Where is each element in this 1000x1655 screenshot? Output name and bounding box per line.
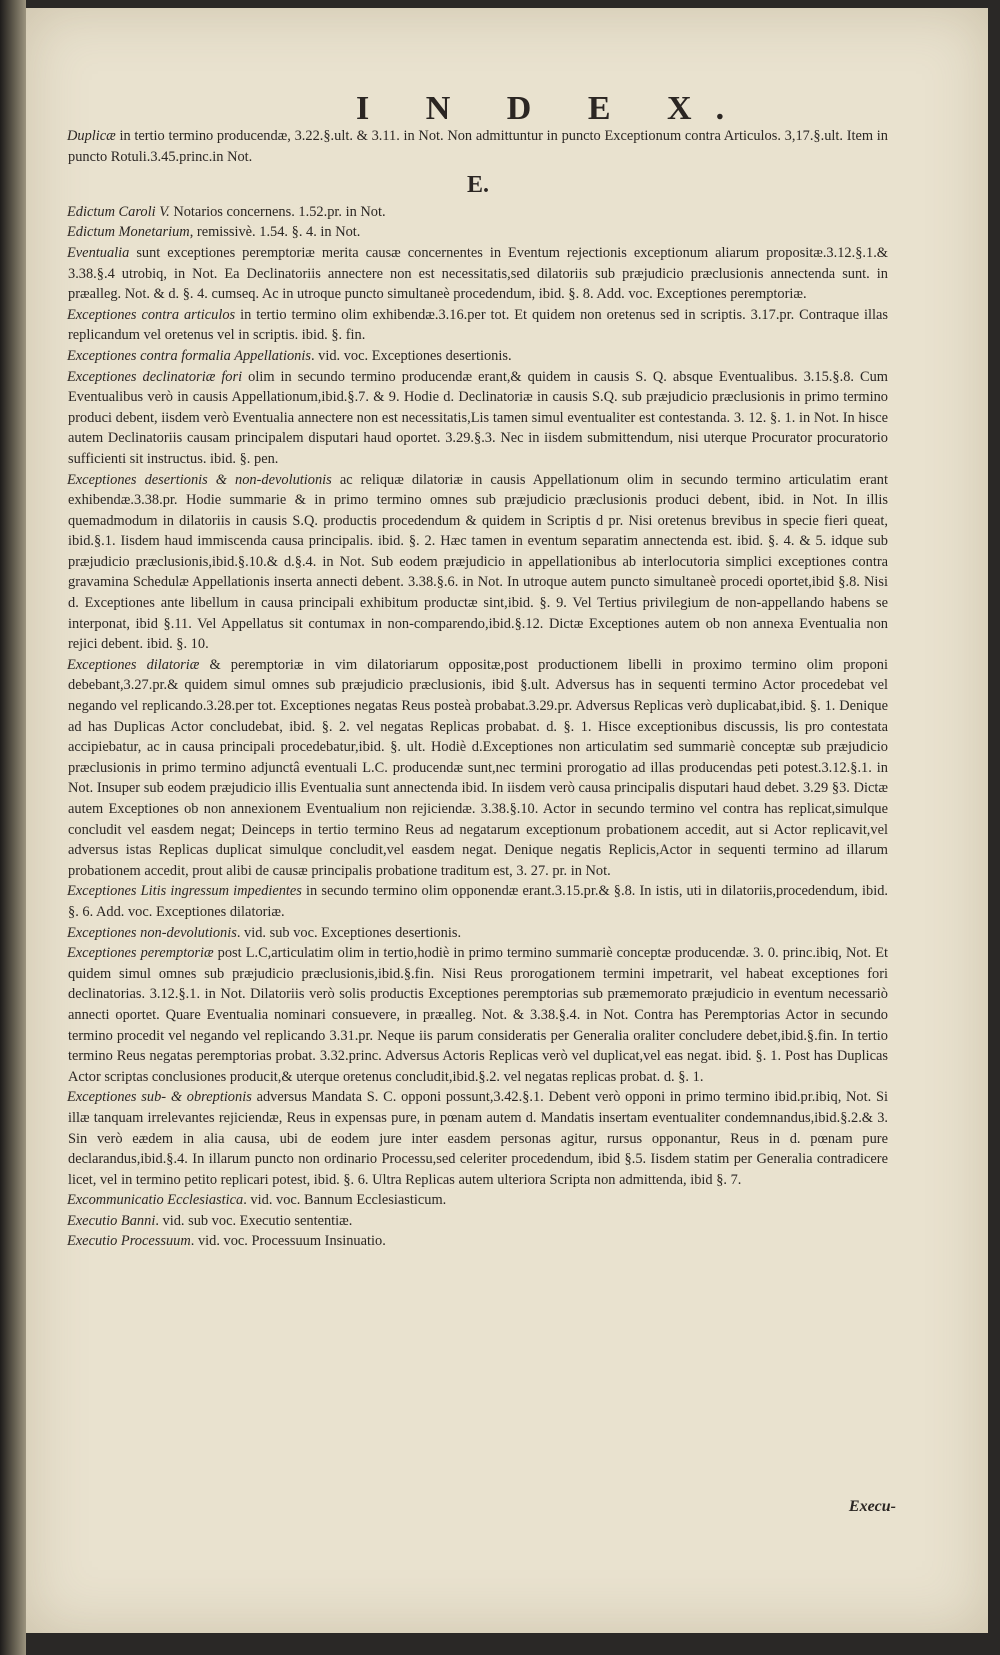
index-entry [68,1231,888,1252]
index-entry [68,367,888,470]
entry-term: Exceptiones dilatoriæ [67,656,200,673]
entry-text: . vid. voc. Processuum Insinuatio. [190,1233,386,1250]
entry-text: olim in secundo termino producendæ erant,& quidem in causis S. Q. absque Eventualibus. 3.15.§.8. Cum Eventualibus verò in causis Appellationum,ibid.§.7. & 9. Hodie d. Declinatoriæ in causis S.Q. sub præjudicio præclusionis in primo termino produci debent, iisdem verò Eventualia annectere non est necessitatis,Lis tamen simul eventualiter est contestanda. 3. 12. §. 1. in Not. In hisce autem Declinatoriis causam principalem disputari haud oportet. 3.29.§.3. Nec in iisdem submittendum, nisi uterque Procurator procuratorio sufficienti sit instructus. ibid. §. pen. [68,368,888,467]
entry-text: . vid. sub voc. Executio sententiæ. [155,1212,353,1229]
catchword: Execu- [848,1498,896,1515]
entry-term: Excommunicatio Ecclesiastica [67,1192,244,1209]
index-entry [68,943,888,1087]
index-entry [68,202,888,223]
entry-text: sunt exceptiones peremptoriæ merita causæ concernentes in Eventum rejectionis exceptionum aliarum propositæ.3.12.§.1.& 3.38.§.4 utrobiq, in Not. Ea Declinatoriis annectere non est necessitatis,sed dilatoriis sub præjudicio præclusionis annectenda sunt. in præalleg. Not. & d. §. 4. cumseq. Ac in utroque puncto simultaneè procedendum, ibid. §. 8. Add. voc. Exceptiones peremptoriæ. [68,244,888,303]
index-entry [68,1211,888,1232]
entry-term: Edictum Monetarium [67,224,190,241]
entry-text: post L.C,articulatim olim in tertio,hodiè in primo termino summariè conceptæ producendæ. 3. 0. princ.ibiq, Not. Et quidem simul omnes sub præjudicio præclusionis,ibid.§.fin. Nisi Reus prorogationem termini impetrarit, vel habeat exceptiones fori declinatorias. 3.12.§.1. in Not. Dilatoriis verò solis productis Exceptiones peremptorias sub præmemorato præjudicio in eventum necessariò annecti oportet. Quare Eventualia nominari consuevere, in præalleg. Not. & 3.38.§.4. in Not. Contra has Peremptorias Actor in secundo termino procedit vel negando vel replicando 3.31.pr. Neque iis parum consideratis per Generalia oraliter concludere debet,ibid.§.fin. In tertio termino Reus negatas peremptorias probat. 3.32.princ. Adversus Actoris Replicas verò vel duplicat,vel eas negat. ibid. §. 1. Post has Duplicas Actor scriptas conclusiones producit,& uterque oretenus concludit,ibid.§.2. vel negatas replicas probat. d. §. 1. [68,945,888,1085]
entry-term: Exceptiones Litis ingressum impedientes [67,883,302,900]
book-gutter [0,0,26,1655]
index-entry [68,923,888,944]
entry-text: ac reliquæ dilatoriæ in causis Appellationum olim in secundo termino articulatim erant exhibendæ.3.38.pr. Hodie summarie & in primo termino omnes sub præjudicio præclusionis produci debent, ibid. in Not. In illis quemadmodum in dilatoriis in causis S.Q. productis procedendum & quidem in Scriptis d pr. Nisi oretenus brevibus in specie fieri queat, ibid.§.1. Iisdem haud immiscenda causa principalis. ibid. §. 2. Hæc tamen in eventum separatim annectenda est. ibid. §. 4. & 5. idque sub præjudicio præclusionis,ibid.§.10.& d.§.4. in Not. Sub eodem præjudicio in appellationibus ab interlocutoria simplici exceptiones contra gravamina Schedulæ Appellationis inserta annecti debent. 3.38.§.6. in Not. In utroque autem puncto simultaneè procedi oportet,ibid §.8. Nisi d. Exceptiones ante libellum in causa principali exhibitum productæ sint,ibid. §. 9. Vel Tertius privilegium de non-appellando habens se interponat, ibid §.11. Vel Appellatus sit contumax in non-comparendo,ibid.§.12. Dictæ Exceptiones autem ob non annexa Eventualia non rejici debent. ibid. §. 10. [68,471,888,653]
entry-term: Exceptiones declinatoriæ fori [67,368,243,385]
index-entry [68,305,888,346]
index-entry [68,243,888,305]
page-title: I N D E X. [356,90,749,127]
entry-term: Eventualia [67,244,130,261]
entry-term: Executio Processuum [67,1233,191,1250]
index-entry [68,346,888,367]
entry-term: Exceptiones contra formalia Appellationis [67,347,311,364]
entry-text: Notarios concernens. 1.52.pr. in Not. [169,203,386,220]
index-entry [68,881,888,922]
entry-term: Exceptiones contra articulos [67,306,236,323]
entry-term: Exceptiones peremptoriæ [67,945,214,962]
index-entry [68,222,888,243]
entry-term: Exceptiones desertionis & non-devolutionis [67,471,332,488]
index-entry [68,1087,888,1190]
index-entry [68,470,888,655]
entry-text: in tertio termino olim exhibendæ.3.16.per tot. Et quidem non oretenus sed in scriptis. 3.17.pr. Contraque illas replicandum vel oretenus vel in scriptis. ibid. §. fin. [68,306,888,344]
index-body [68,126,888,1252]
entry-term: Exceptiones sub- & obreptionis [67,1089,252,1106]
entry-text: , remissivè. 1.54. §. 4. in Not. [189,224,361,241]
entry-text: in secundo termino olim opponendæ erant.3.15.pr.& §.8. In istis, uti in dilatoriis,procedendum, ibid. §. 6. Add. voc. Exceptiones dilatoriæ. [68,883,888,920]
index-entry [68,1190,888,1211]
entry-term: Duplicæ [67,128,116,144]
entry-text: adversus Mandata S. C. opponi possunt,3.42.§.1. Debent verò opponi in primo termino ibid.pr.ibiq, Not. Si illæ tanquam irrelevantes rejiciendæ, Reus in expensas pure, in pœnam autem d. Mandatis insertam eventualiter condemnandus,ibid.§.2.& 3. Sin verò eædem in alia causa, ubi de eodem jure inter easdem personas agitur, rursus opponantur, Reus in d. pœnam pure declarandus,ibid.§.4. In illarum puncto non ordinario Processu,sed celeriter procedendum, ibid §.5. Iisdem statim per Generalia contradicere licet, vel in termino petito replicari potest, ibid. §. 6. Ultra Replicas autem ulteriora Scripta non admittenda, ibid §. 7. [68,1089,888,1188]
index-page [26,8,988,1633]
entry-term: Edictum Caroli V. [67,203,170,220]
index-entry [68,655,888,882]
entry-text: & peremptoriæ in vim dilatoriarum oppositæ,post productionem libelli in proximo termino olim proponi debebant,3.27.pr.& quidem simul omnes sub præjudicio præclusionis, ibid §.ult. Adversus has in sequenti termino Actor procedebat vel negando vel replicando.3.28.per tot. Exceptiones negatas Reus posteà probabat.3.29.pr. Adversus Replicas verò duplicabat,ibid. §. 1. Denique ad has Duplicas Actor concludebat, ibid. §. 2. vel negatas Replicas probabat. d. §. 1. Hisce exceptionibus discussis, lis pro contestata accipiebatur, ac in causa principali procedebatur,ibid. §. ult. Hodiè d.Exceptiones non articulatim sed summariè conceptæ sub præjudicio præclusionis in primo termino adjunctâ eventuali L.C. producendæ sunt,nec termini prorogatio ad illas producendas peti potest.3.12.§.1. in Not. Insuper sub eodem præjudicio illis Eventualia sunt annectenda ibid. In iisdem verò causa principalis disputari haud debet. 3.29 §3. Dictæ autem Exceptiones ob non annexionem Eventualium non rejiciendæ. 3.38.§.10. Actor in secundo termino vel contra has replicat,simulque concludit vel easdem negat; Deinceps in tertio termino Reus ad negatarum exceptionum probationem accedit, aut si Actor replicavit,vel adversus istas Replicas duplicat simulque concludit,vel easdem negat. Denique negatis Replicis,Actor in sequenti termino ad illarum probationem accedit, prout alibi de causæ principalis probatione traditum est, 3. 27. pr. in Not. [68,656,889,879]
entry-text: . vid. voc. Bannum Ecclesiasticum. [243,1192,447,1209]
entry-text: . vid. voc. Exceptiones desertionis. [310,347,512,364]
entry-text: . vid. sub voc. Exceptiones desertionis. [236,924,462,941]
entry-term: Exceptiones non-devolutionis [67,924,237,941]
entry-text: in tertio termino producendæ, 3.22.§.ult. & 3.11. in Not. Non admittuntur in puncto Exceptionum contra Articulos. 3,17.§.ult. Item in puncto Rotuli.3.45.princ.in Not. [68,128,888,165]
index-entry [68,126,888,167]
entry-term: Executio Banni [67,1212,156,1229]
section-letter: E. [466,172,489,199]
